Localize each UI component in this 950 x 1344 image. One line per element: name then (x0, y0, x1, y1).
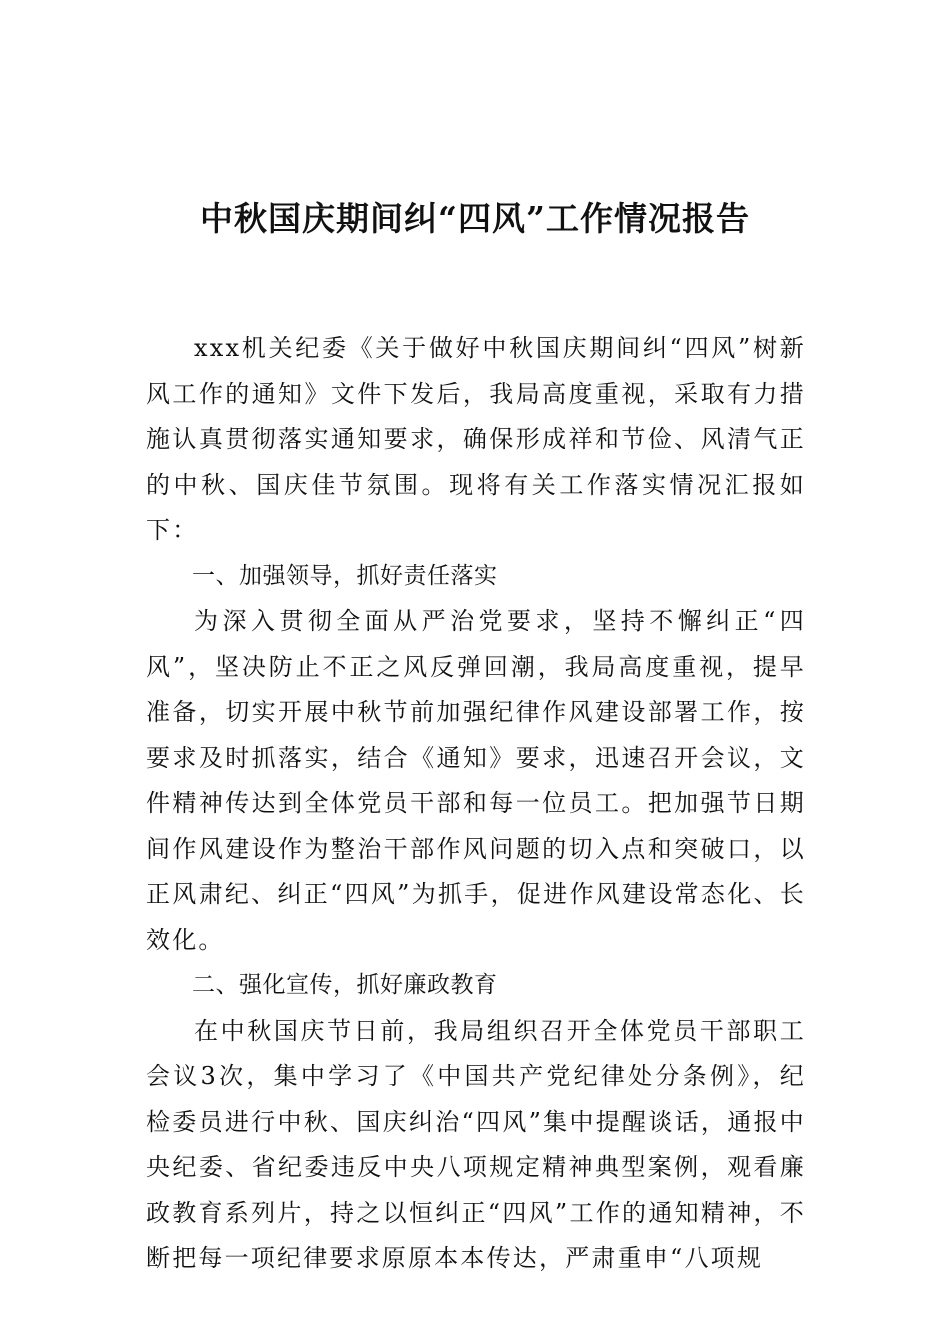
section-2-paragraph: 在中秋国庆节日前，我局组织召开全体党员干部职工会议3次，集中学习了《中国共产党纪律处分条例》，纪检委员进行中秋、国庆纠治“四风”集中提醒谈话，通报中央纪委、省纪委违反中央八项规定精神典型案例，观看廉政教育系列片，持之以恒纠正“四风”工作的通知精神，不断把每一项纪律要求原原本本传达，严肃重申“八项规 (146, 1016, 806, 1272)
section-1-paragraph: 为深入贯彻全面从严治党要求，坚持不懈纠正“四风”，坚决防止不正之风反弹回潮，我局高度重视，提早准备，切实开展中秋节前加强纪律作风建设部署工作，按要求及时抓落实，结合《通知》要求，迅速召开会议，文件精神传达到全体党员干部和每一位员工。把加强节日期间作风建设作为整治干部作风问题的切入点和突破口，以正风肃纪、纠正“四风”为抓手，促进作风建设常态化、长效化。 (146, 607, 806, 954)
intro-paragraph: xxx机关纪委《关于做好中秋国庆期间纠“四风”树新风工作的通知》文件下发后，我局高度重视，采取有力措施认真贯彻落实通知要求，确保形成祥和节俭、风清气正的中秋、国庆佳节氛围。现将有关工作落实情况汇报如下： (146, 334, 806, 544)
document-body (146, 326, 806, 1282)
document-title: 中秋国庆期间纠“四风”工作情况报告 (200, 199, 750, 238)
section-heading-2: 二、强化宣传，抓好廉政教育 (192, 972, 498, 998)
section-heading-1: 一、加强领导，抓好责任落实 (192, 562, 498, 589)
